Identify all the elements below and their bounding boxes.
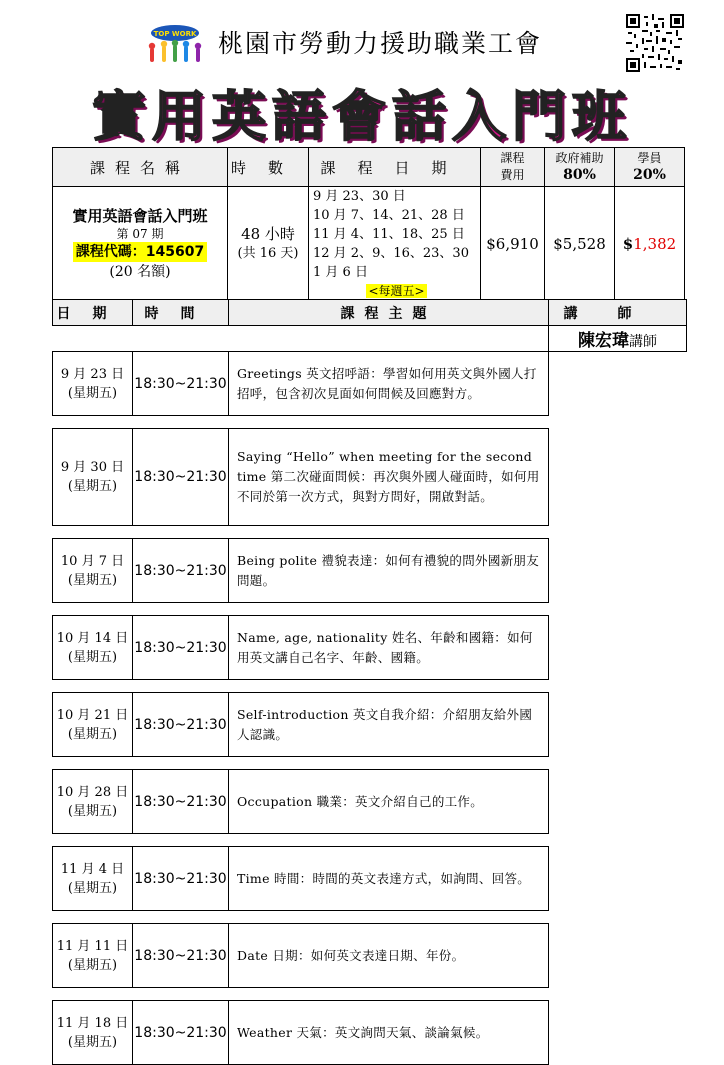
session-date-cell [53, 539, 133, 603]
session-time: 18:30~21:30 [133, 1001, 229, 1065]
schedule-row [53, 693, 687, 757]
header-teacher: 講師 [549, 300, 687, 326]
spacer-row [53, 680, 687, 693]
summary-header-row [53, 148, 685, 187]
spacer-row [53, 834, 687, 847]
qr-code-icon [626, 14, 684, 72]
course-hours: 48 小時 [241, 225, 295, 243]
session-weekday: (星期五) [67, 957, 118, 973]
spacer-row [53, 988, 687, 1001]
gov-amount: $5,528 [553, 235, 606, 253]
header-topic: 課程主題 [229, 300, 549, 326]
session-topic: Greetings 英文招呼語：學習如何用英文與外國人打招呼，包含初次見面如何問候及回應對方。 [229, 352, 549, 416]
session-date-cell [53, 693, 133, 757]
session-time: 18:30~21:30 [133, 539, 229, 603]
teacher-cell [549, 326, 687, 352]
session-topic: Self-introduction 英文自我介紹：介紹朋友給外國人認識。 [229, 693, 549, 757]
spacer-row [53, 603, 687, 616]
page-title: 實用英語會話入門班 [92, 84, 632, 148]
session-topic: Saying “Hello” when meeting for the second time 第二次碰面問候：再次與外國人碰面時，如何用不同於第一次方式，與對方問好，開啟對話。 [229, 429, 549, 526]
summary-course-row [53, 187, 685, 302]
session-topic: Date 日期：如何英文表達日期、年份。 [229, 924, 549, 988]
student-cell [615, 187, 685, 302]
course-fee: $6,910 [486, 235, 539, 253]
header-dates: 課程日期 [309, 148, 481, 187]
session-time: 18:30~21:30 [133, 847, 229, 911]
date-line: 12 月 2、9、16、23、30 [313, 246, 469, 261]
session-date-cell [53, 847, 133, 911]
session-time: 18:30~21:30 [133, 616, 229, 680]
course-term: 第 07 期 [116, 227, 164, 241]
gov-cell [545, 187, 615, 302]
session-date: 9 月 30 日 [60, 460, 125, 475]
spacer-row [53, 326, 687, 352]
header-gov-subsidy: 政府補助 80% [545, 148, 615, 187]
logo-icon [142, 22, 208, 66]
session-date: 10 月 28 日 [56, 784, 129, 800]
schedule-row [53, 539, 687, 603]
schedule-row [53, 429, 687, 526]
date-line: 10 月 7、14、21、28 日 [313, 208, 465, 223]
schedule-row [53, 352, 687, 416]
spacer-row [53, 911, 687, 924]
session-date-cell [53, 770, 133, 834]
schedule-header-row [53, 300, 687, 326]
session-weekday: (星期五) [67, 880, 118, 896]
session-date: 10 月 21 日 [56, 707, 129, 723]
spacer-row [53, 416, 687, 429]
session-weekday: (星期五) [67, 572, 118, 588]
date-line: 11 月 4、11、18、25 日 [313, 227, 465, 242]
schedule-row [53, 770, 687, 834]
student-amount: 1,382 [633, 235, 677, 253]
session-weekday: (星期五) [67, 803, 118, 819]
session-date-cell [53, 1001, 133, 1065]
session-time: 18:30~21:30 [133, 429, 229, 526]
weekly-note: <每週五> [368, 284, 425, 298]
fee-cell [481, 187, 545, 302]
session-time: 18:30~21:30 [133, 352, 229, 416]
session-date: 10 月 14 日 [56, 630, 129, 646]
session-weekday: (星期五) [67, 726, 118, 742]
session-topic: Occupation 職業：英文介紹自己的工作。 [229, 770, 549, 834]
spacer-row [53, 757, 687, 770]
teacher-title: 講師 [629, 334, 657, 350]
course-code: 課程代碼：145607 [73, 242, 207, 262]
session-date: 11 月 11 日 [56, 938, 129, 954]
schedule-row [53, 847, 687, 911]
session-time: 18:30~21:30 [133, 770, 229, 834]
schedule-row [53, 616, 687, 680]
course-quota: (20 名額) [109, 264, 171, 280]
header-course-name: 課程名稱 [53, 148, 228, 187]
header-date: 日期 [53, 300, 133, 326]
session-weekday: (星期五) [67, 1034, 118, 1050]
header-hours: 時數 [228, 148, 309, 187]
session-date-cell [53, 429, 133, 526]
session-date: 11 月 18 日 [56, 1015, 129, 1031]
teacher-name: 陳宏瑋 [578, 331, 629, 351]
logo-text: TOP WORK [153, 30, 197, 38]
date-line: 9 月 23、30 日 [313, 189, 406, 204]
session-date-cell [53, 924, 133, 988]
session-date-cell [53, 616, 133, 680]
session-date: 9 月 23 日 [60, 366, 125, 382]
session-weekday: (星期五) [67, 479, 118, 494]
session-time: 18:30~21:30 [133, 693, 229, 757]
spacer-row [53, 526, 687, 539]
header-time: 時間 [133, 300, 229, 326]
date-line: 1 月 6 日 [313, 265, 368, 280]
session-weekday: (星期五) [67, 649, 118, 665]
dates-cell [309, 187, 481, 302]
schedule-row [53, 924, 687, 988]
session-topic: Being polite 禮貌表達：如何有禮貌的問外國新朋友問題。 [229, 539, 549, 603]
session-time: 18:30~21:30 [133, 924, 229, 988]
schedule-table [52, 299, 687, 1065]
session-weekday: (星期五) [67, 385, 118, 401]
header-fee: 課程費用 [481, 148, 545, 187]
session-date-cell [53, 352, 133, 416]
course-name-cell [53, 187, 228, 302]
course-summary-table [52, 147, 685, 302]
session-topic: Name, age, nationality 姓名、年齡和國籍：如何用英文講自己名字、年齡、國籍。 [229, 616, 549, 680]
student-prefix: $ [622, 235, 634, 253]
org-name: 桃園市勞動力援助職業工會 [218, 29, 543, 58]
session-date: 11 月 4 日 [60, 861, 125, 877]
header-student: 學員 20% [615, 148, 685, 187]
schedule-row [53, 1001, 687, 1065]
session-topic: Weather 天氣：英文詢問天氣、談論氣候。 [229, 1001, 549, 1065]
hours-cell [228, 187, 309, 302]
course-days: (共 16 天) [237, 246, 299, 261]
session-topic: Time 時間：時間的英文表達方式，如詢問、回答。 [229, 847, 549, 911]
course-name: 實用英語會話入門班 [72, 207, 208, 225]
session-date: 10 月 7 日 [60, 553, 125, 569]
